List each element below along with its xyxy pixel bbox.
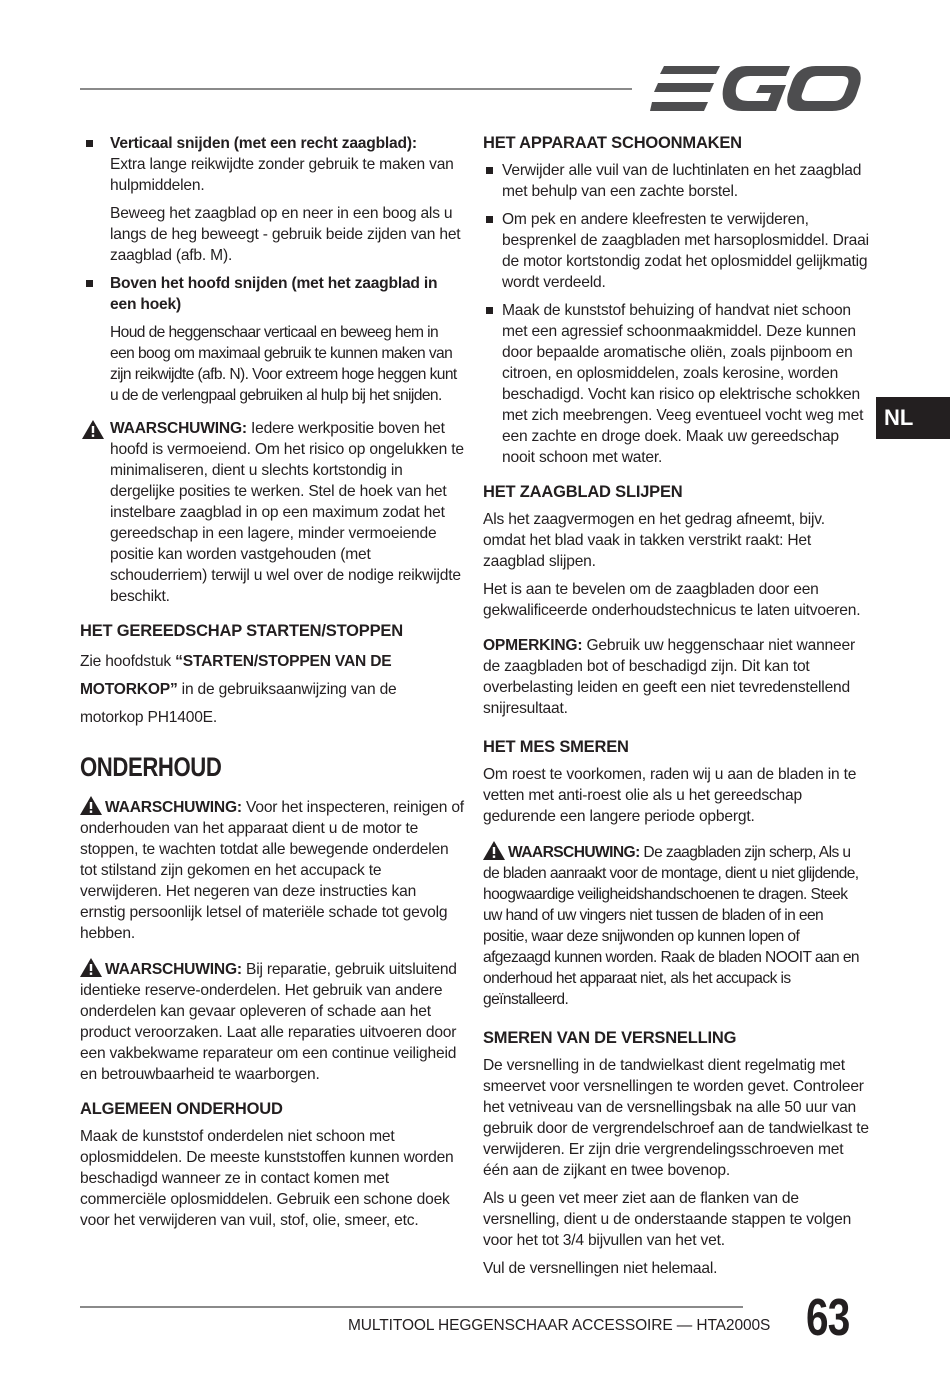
- list-item: [483, 300, 869, 468]
- header-rule: [80, 88, 632, 90]
- list-item-text: Maak de kunststof behuizing of handvat niet schoon met een agressief schoonmaakmiddel. Deze kunnen door bepaalde aromatische oliën, zoals pijnboom en citroen, en oplosmiddelen, zoals kerosine, worden beschadigd. Vocht kan risico op elektrische schokken met zich meebrengen. Veeg eventueel vocht weg met een zachte en droge doek. Maak uw gereedschap nooit schoon met water.: [502, 302, 864, 466]
- list-item-text: Om pek en andere kleefresten te verwijderen, besprenkel de zaagbladen met harsoplosmiddel. Draai de motor kortstondig zodat het oplosmiddel gelijkmatig wordt verdeeld.: [502, 211, 869, 291]
- bullet-square: [486, 167, 493, 174]
- section-heading: HET GEREEDSCHAP STARTEN/STOPPEN: [80, 622, 403, 640]
- footer-title: MULTITOOL HEGGENSCHAAR ACCESSOIRE — HTA2000S: [348, 1317, 771, 1334]
- section-heading: HET MES SMEREN: [483, 738, 629, 756]
- warning-text: De zaagbladen zijn scherp, Als u de bladen aanraakt voor de montage, dient u niet glijdende, hoogwaardige veiligheidshandschoenen te dragen. Steek uw hand of uw vingers niet tussen de bladen of in een positie, waar deze snijwonden op kunnen lopen of afgezaagd kunnen worden. Raak de bladen NOOIT aan en onderhoud het apparaat niet, als het accupack is geïnstalleerd.: [483, 844, 859, 1008]
- section-heading: ALGEMEEN ONDERHOUD: [80, 1100, 283, 1118]
- warning-text: Bij reparatie, gebruik uitsluitend identieke reserve-onderdelen. Het gebruik van andere onderdelen kan gevaar opleveren of schade aan het product veroorzaken. Laat alle reparaties uitvoeren door een vakbekwame reparateur om een continue veiligheid en betrouwbaarheid te waarborgen.: [80, 961, 457, 1083]
- warning-block: [483, 841, 869, 1010]
- paragraph: Maak de kunststof onderdelen niet schoon met oplosmiddelen. De meeste kunststoffen kunnen worden beschadigd wanneer ze in contact komen met commerciële oplosmiddelen. Gebruik een schone doek voor het verwijderen van vuil, stof, olie, smeer, etc.: [80, 1128, 454, 1229]
- warning-triangle-icon: [82, 420, 104, 439]
- bullet-text: Extra lange reikwijdte zonder gebruik te maken van hulpmiddelen.: [110, 156, 454, 194]
- paragraph: Het is aan te bevelen om de zaagbladen door een gekwalificeerde onderhoudstechnicus te laten uitvoeren.: [483, 581, 861, 619]
- chapter-title: ONDERHOUD: [80, 752, 222, 782]
- warning-text: Iedere werkpositie boven het hoofd is vermoeiend. Om het risico op ongelukken te minimaliseren, dient u slechts kortstondig in dergelijke posities te werken. Stel de hoek van het instelbare zaagblad in op een maximum zodat het gereedschap in een lagere, minder vermoeiende positie kan worden vastgehouden (met schouderriem) terwijl u wel over de nodige reikwijdte beschikt.: [110, 420, 464, 605]
- ego-logo: [650, 62, 862, 116]
- paragraph: Als u geen vet meer ziet aan de flanken van de versnelling, dient u de onderstaande stappen te volgen voor het tot 3/4 bijvullen van het vet.: [483, 1190, 852, 1249]
- section-heading: HET APPARAAT SCHOONMAKEN: [483, 134, 742, 152]
- paragraph: Houd de heggenschaar verticaal en beweeg hem in een boog om maximaal gebruik te kunnen maken van zijn reikwijdte (afb. N). Voor extreem hoge heggen kunt u de de verlengpaal gebruiken al hulp bij het snijden.: [110, 324, 457, 404]
- bullet-title: Boven het hoofd snijden (met het zaagblad in een hoek): [110, 275, 438, 313]
- section-heading: SMEREN VAN DE VERSNELLING: [483, 1029, 737, 1047]
- left-column: [80, 133, 464, 1238]
- paragraph: Om roest te voorkomen, raden wij u aan de bladen in te vetten met anti-roest olie als u het gereedschap gedurende een langere periode opbergt.: [483, 766, 857, 825]
- warning-block: [80, 418, 464, 607]
- paragraph-text: Zie hoofdstuk: [80, 653, 176, 670]
- section-heading: HET ZAAGBLAD SLIJPEN: [483, 483, 683, 501]
- warning-label: WAARSCHUWING:: [508, 844, 640, 861]
- warning-label: WAARSCHUWING:: [105, 799, 242, 816]
- bullet-square: [86, 280, 93, 287]
- bullet-square: [486, 216, 493, 223]
- paragraph: [80, 648, 464, 732]
- list-item: [80, 273, 464, 315]
- warning-block: [80, 958, 464, 1085]
- warning-triangle-icon: [80, 796, 102, 815]
- bullet-title: Verticaal snijden (met een recht zaagblad):: [110, 135, 417, 152]
- list-item: [483, 160, 869, 202]
- page-number: 63: [806, 1289, 850, 1347]
- bullet-square: [486, 307, 493, 314]
- warning-text: Voor het inspecteren, reinigen of onderhouden van het apparaat dient u de motor te stoppen, te wachten totdat alle bewegende onderdelen tot stilstand zijn gekomen en het accupack te verwijderen. Het negeren van deze instructies kan ernstig persoonlijk letsel of materiële schade tot gevolg hebben.: [80, 799, 464, 942]
- paragraph: De versnelling in de tandwielkast dient regelmatig met smeervet voor versnellingen te worden gevet. Controleer het vetniveau van de versnellingsbak na alle 50 uur van gebruik door de vergrendelschroef aan de tandwielkast te verwijderen. Er zijn drie vergrendelingsschroeven met één aan de zijkant en twee bovenop.: [483, 1057, 869, 1179]
- list-item: [80, 133, 464, 196]
- list-item: [483, 209, 869, 293]
- paragraph: Vul de versnellingen niet helemaal.: [483, 1260, 718, 1277]
- chapter-reference: “STARTEN/STOPPEN VAN DE MOTORKOP”: [80, 653, 392, 698]
- list-item-text: Verwijder alle vuil van de luchtinlaten en het zaagblad met behulp van een zachte borstel.: [502, 162, 862, 200]
- warning-label: WAARSCHUWING:: [105, 961, 242, 978]
- note-paragraph: [483, 635, 869, 719]
- warning-triangle-icon: [483, 841, 505, 860]
- note-text: Gebruik uw heggenschaar niet wanneer de zaagbladen bot of beschadigd zijn. Dit kan tot overbelasting leiden en geeft een niet tevredenstellend snijresultaat.: [483, 637, 855, 717]
- language-tab: NL: [876, 397, 950, 439]
- warning-block: [80, 796, 464, 944]
- warning-label: WAARSCHUWING:: [110, 420, 247, 437]
- paragraph-text: in de gebruiksaanwijzing van de motorkop PH1400E.: [80, 681, 397, 726]
- warning-triangle-icon: [80, 958, 102, 977]
- right-column: [483, 133, 869, 1286]
- footer-rule: [80, 1306, 743, 1308]
- paragraph: Als het zaagvermogen en het gedrag afneemt, bijv. omdat het blad vaak in takken verstrikt raakt: Het zaagblad slijpen.: [483, 511, 825, 570]
- paragraph: Beweeg het zaagblad op en neer in een boog als u langs de heg beweegt - gebruik beide zijden van het zaagblad (afb. M).: [110, 205, 461, 264]
- bullet-square: [86, 140, 93, 147]
- note-label: OPMERKING:: [483, 637, 583, 654]
